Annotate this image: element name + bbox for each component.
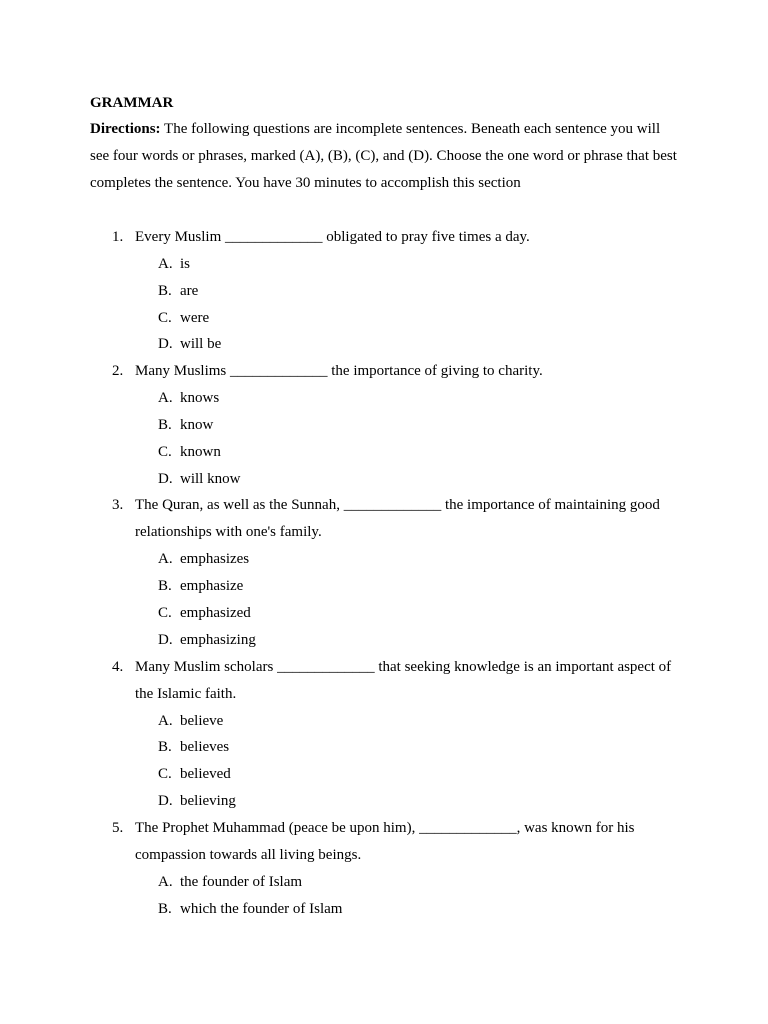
question-list <box>90 224 680 922</box>
answer-options <box>135 708 680 815</box>
question-item <box>90 815 680 923</box>
answer-option <box>135 412 680 439</box>
answer-option <box>135 305 680 332</box>
option-text: believing <box>180 792 236 809</box>
option-text: which the founder of Islam <box>180 900 343 917</box>
option-text: known <box>180 443 221 460</box>
option-letter: A. <box>158 256 173 272</box>
question-text: Many Muslims _____________ the importance of giving to charity. <box>135 363 543 380</box>
option-letter: D. <box>158 631 173 648</box>
answer-option <box>135 708 680 735</box>
option-letter: D. <box>158 336 173 353</box>
question-number: 2. <box>112 363 124 380</box>
option-letter: B. <box>158 739 172 756</box>
option-text: knows <box>180 390 220 407</box>
directions-label: Directions: <box>90 121 161 137</box>
question-item <box>90 492 680 653</box>
question-item <box>90 358 680 492</box>
option-letter: C. <box>158 443 172 460</box>
option-text: believes <box>180 739 230 756</box>
question-text: Every Muslim _____________ obligated to pray five times a day. <box>135 229 530 245</box>
document-page <box>90 90 680 922</box>
option-letter: B. <box>158 578 172 595</box>
question-item <box>90 224 680 358</box>
answer-options <box>135 251 680 358</box>
answer-option <box>135 546 680 573</box>
option-letter: A. <box>158 551 173 568</box>
section-title: GRAMMAR <box>90 95 174 111</box>
option-letter: B. <box>158 282 172 299</box>
option-text: believe <box>180 712 224 729</box>
option-letter: C. <box>158 604 172 621</box>
option-text: emphasizes <box>180 551 250 568</box>
answer-option <box>135 734 680 761</box>
question-number: 5. <box>112 819 124 836</box>
answer-option <box>135 600 680 627</box>
option-text: will be <box>180 336 222 353</box>
option-letter: B. <box>158 900 172 917</box>
option-text: know <box>180 416 214 433</box>
option-letter: A. <box>158 712 173 729</box>
question-text: The Quran, as well as the Sunnah, _____________ the importance of maintaining good relationships with one's family. <box>135 497 660 541</box>
option-text: is <box>180 256 191 272</box>
option-letter: C. <box>158 766 172 783</box>
directions-text: The following questions are incomplete sentences. Beneath each sentence you will see four words or phrases, marked (A), (B), (C), and (D). Choose the one word or phrase that best completes the sentence. You have 30 minutes to accomplish this section <box>90 121 677 191</box>
question-number: 1. <box>112 229 124 245</box>
answer-option <box>135 788 680 815</box>
option-text: will know <box>180 470 241 487</box>
answer-options <box>135 546 680 653</box>
option-letter: D. <box>158 470 173 487</box>
option-text: emphasizing <box>180 631 256 648</box>
option-text: were <box>180 309 210 326</box>
answer-option <box>135 385 680 412</box>
answer-option <box>135 278 680 305</box>
option-text: emphasize <box>180 578 244 595</box>
answer-option <box>135 896 680 923</box>
answer-options <box>135 869 680 923</box>
answer-option <box>135 627 680 654</box>
option-letter: B. <box>158 416 172 433</box>
option-text: the founder of Islam <box>180 873 303 890</box>
answer-option <box>135 869 680 896</box>
answer-option <box>135 573 680 600</box>
directions-paragraph <box>90 116 680 197</box>
question-item <box>90 654 680 815</box>
option-text: are <box>180 282 199 299</box>
answer-option <box>135 251 680 278</box>
answer-option <box>135 439 680 466</box>
option-text: emphasized <box>180 604 251 621</box>
option-text: believed <box>180 766 231 783</box>
option-letter: A. <box>158 390 173 407</box>
answer-options <box>135 385 680 492</box>
question-text: The Prophet Muhammad (peace be upon him), _____________, was known for his compassion towards all living beings. <box>135 819 635 863</box>
answer-option <box>135 331 680 358</box>
option-letter: C. <box>158 309 172 326</box>
question-number: 3. <box>112 497 124 514</box>
question-number: 4. <box>112 658 124 675</box>
option-letter: D. <box>158 792 173 809</box>
option-letter: A. <box>158 873 173 890</box>
question-text: Many Muslim scholars _____________ that seeking knowledge is an important aspect of the Islamic faith. <box>135 658 672 702</box>
answer-option <box>135 761 680 788</box>
answer-option <box>135 466 680 493</box>
